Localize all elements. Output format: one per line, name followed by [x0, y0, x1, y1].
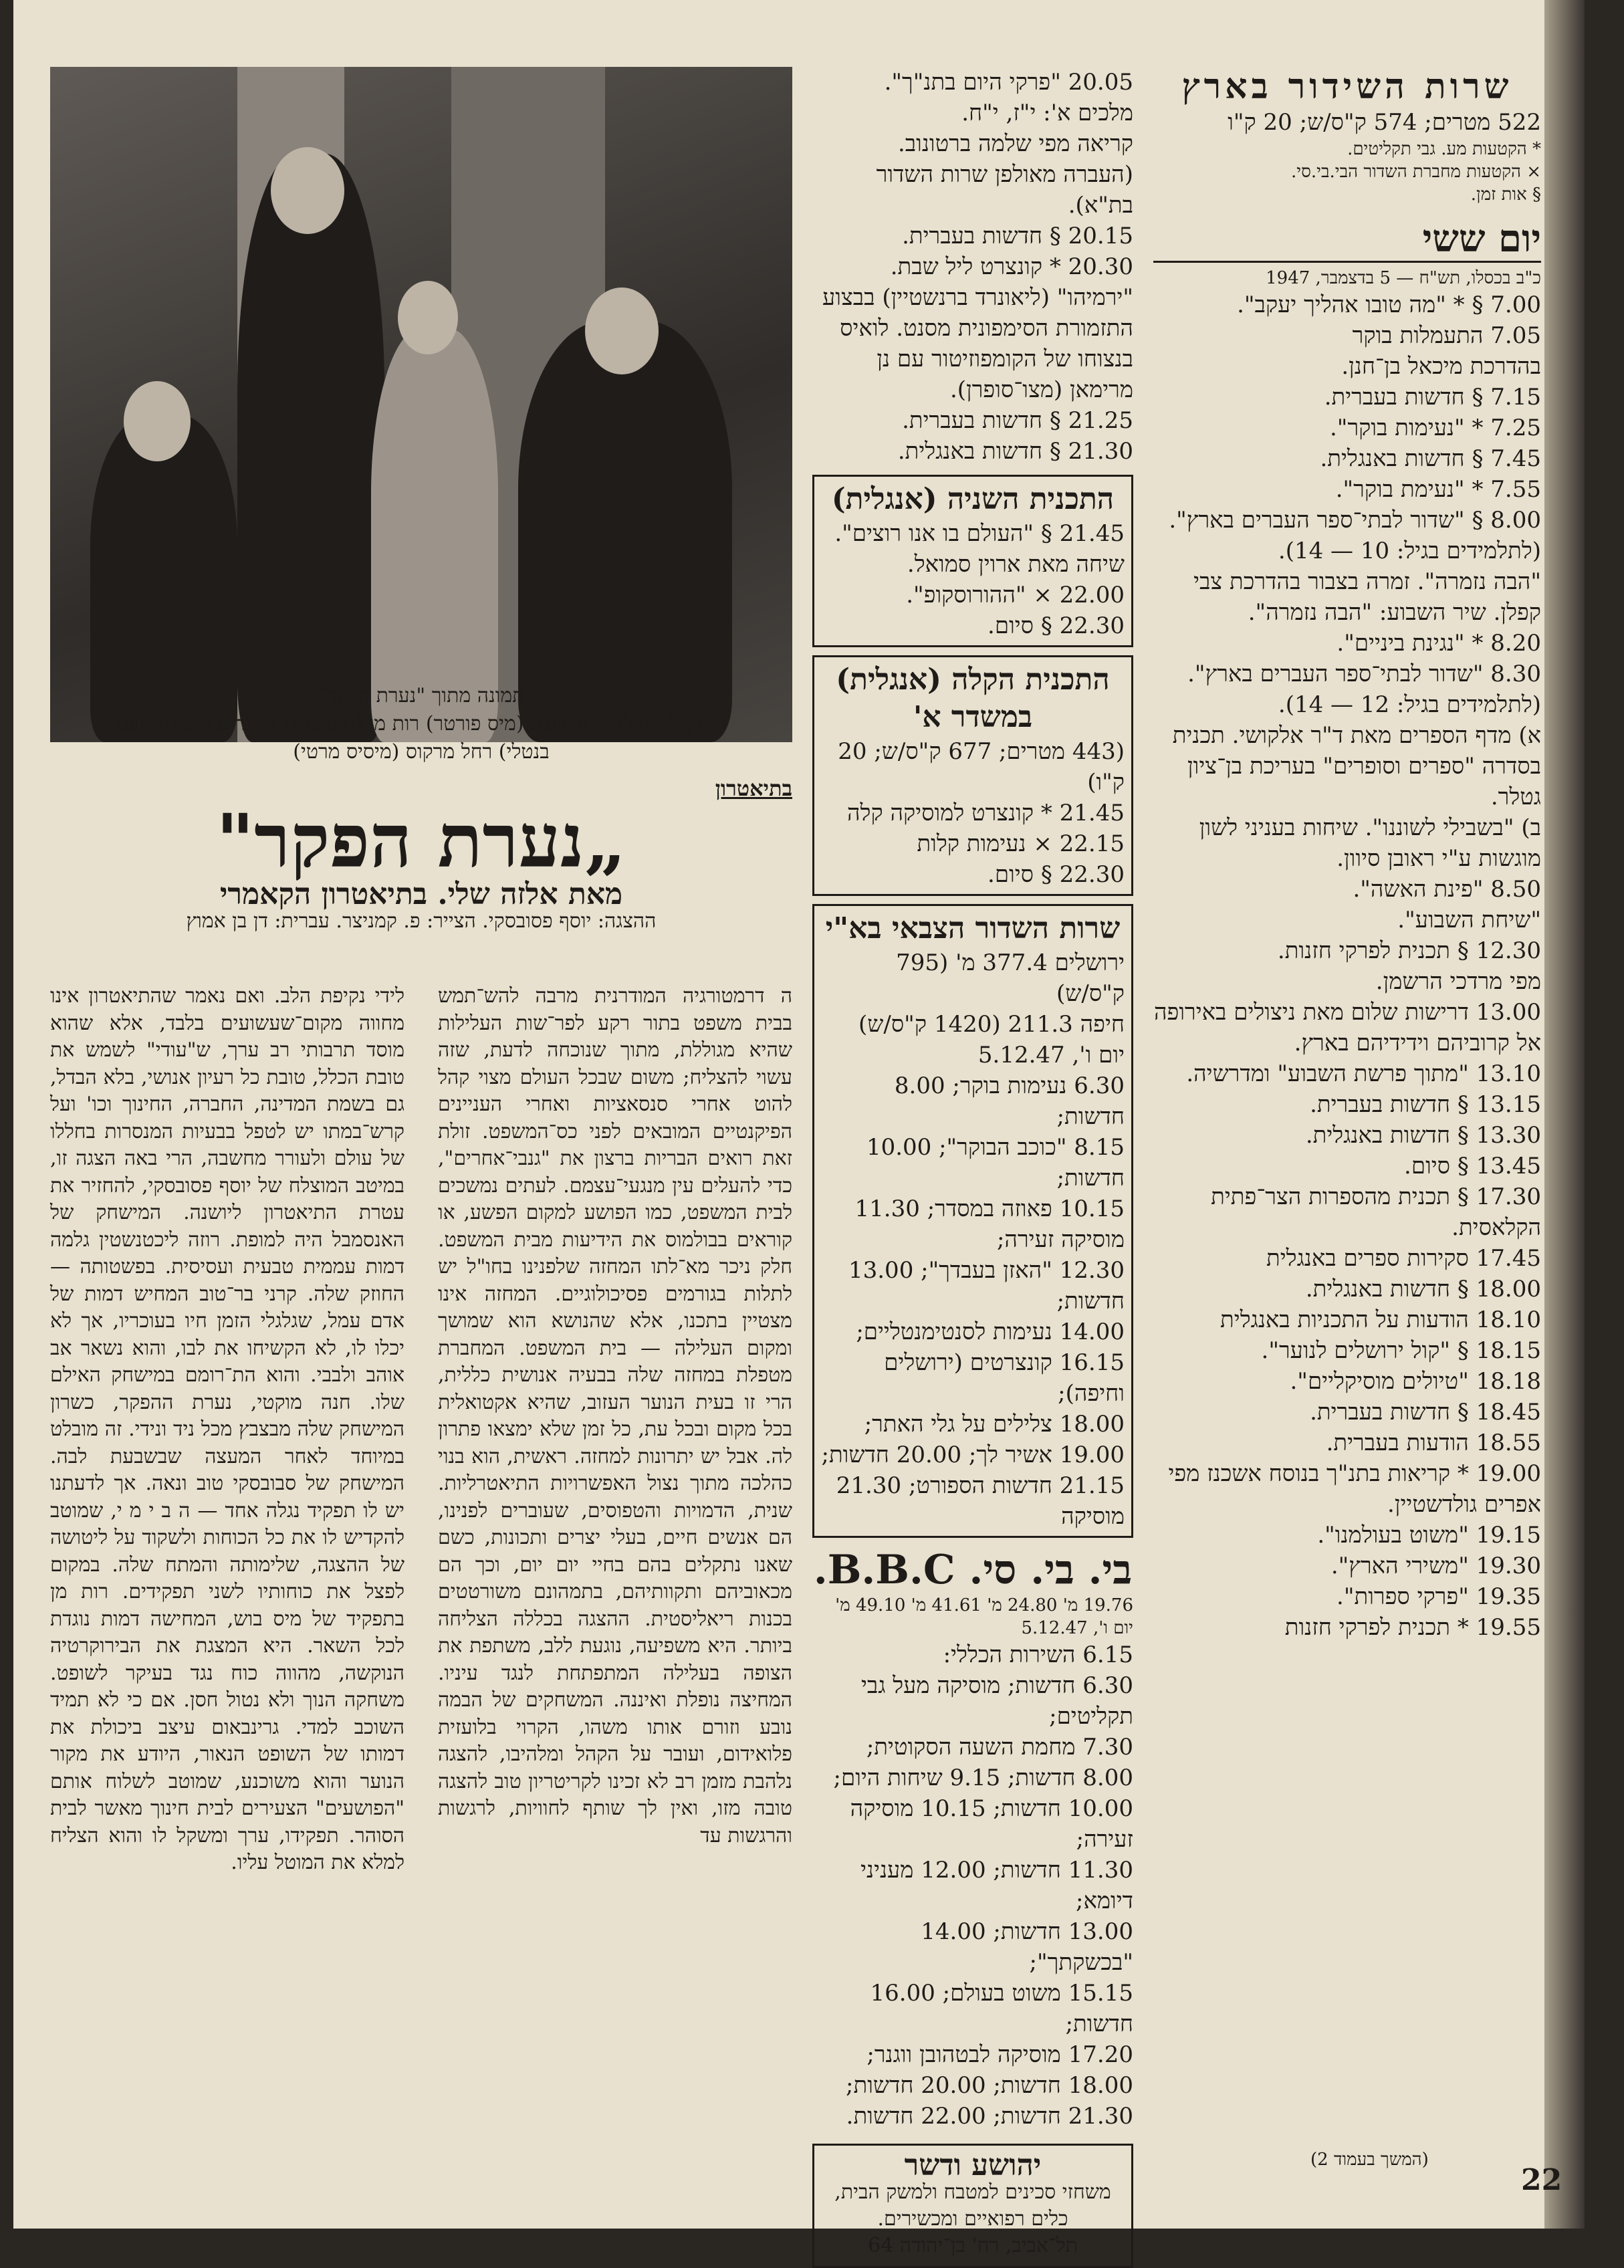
section-label: בתיאטרון — [715, 776, 792, 801]
schedule-item: 7.15 § חדשות בעברית. — [1324, 384, 1541, 411]
schedule-item: 18.15 § "קול ירושלים לנוער". — [1261, 1337, 1541, 1364]
schedule-item: 7.00 § * "מה טובו אהליך יעקב". — [1237, 292, 1541, 318]
schedule-item: 19.15 "משוט בעולמנו". — [1317, 1522, 1541, 1549]
schedule-item: קריאה מפי שלמה ברטונוב. — [897, 130, 1133, 157]
schedule-item: 8.30 "שדור לבתי־ספר העברים בארץ". — [1187, 661, 1541, 687]
schedule-item: 21.30 § חדשות באנגלית. — [897, 438, 1133, 465]
schedule-item: 21.30 חדשות; 22.00 חדשות. — [846, 2103, 1133, 2130]
schedule-item: 20.30 * קונצרט ליל שבת. — [890, 253, 1133, 280]
middle-column — [812, 67, 1133, 2257]
schedule-item: 12.30 § תכנית לפרקי חזנות. — [1277, 937, 1541, 964]
schedule-item: 7.25 * "נעימות בוקר". — [1330, 415, 1541, 441]
schedule-item: 13.45 § סיום. — [1404, 1153, 1541, 1179]
day-title: יום ששי — [1153, 217, 1541, 263]
schedule-item: 21.45 § "העולם בו אנו רוצים". — [834, 520, 1125, 547]
schedule-item: "שיחת השבוע". — [1397, 907, 1541, 933]
second-program-box — [812, 475, 1133, 647]
schedule-item: (העברה מאולפן שרות השדור בת"א). — [876, 161, 1133, 219]
page-number: 22 — [1521, 2163, 1562, 2197]
schedule-item: 19.00 * קריאות בתנ"ך בנוסח אשכנז מפי אפרים גולדשטיין. — [1168, 1460, 1541, 1518]
schedule-item: 6.30 נעימות בוקר; 8.00 חדשות; — [894, 1072, 1125, 1130]
date-line: יום ו', 5.12.47 — [1021, 1618, 1133, 1638]
date-line: יום ו', 5.12.47 — [977, 1042, 1125, 1068]
schedule-item: 17.30 § תכנית מהספרות הצר־פתית הקלאסית. — [1211, 1183, 1541, 1241]
schedule-item: 20.15 § חדשות בעברית. — [902, 223, 1133, 249]
schedule-item: 19.55 * תכנית לפרקי חזנות — [1284, 1614, 1541, 1641]
article-column: לידי נקיפת הלב. ואם נאמר שהתיאטרון אינו מחווה מקום־שעשועים בלבד, אלא שהוא מוסד תרבותי רב ערך, ש"עודי" לשמש את טובת הכלל, טובת כל רעיון אנושי, בלא הבדל, גם בשמת המדינה, החברה, החינוך וכו' ועל קרש־במתו יש לטפל בבעיות המנסרות בחללו של עולם ולעורר מחשבה, הרי באה הצגה זו, במיטב המוצלח של יוסף פסובסקי, להחזיר את עטרת התיאטרון ליושנה. המישחק של האנסמבל היה למופת. רוזה ליכטנשטין גלמה דמות עממית טבעית ועסיסית. בפשטותה — החוזק שלה. קרני בר־טוב המחיש דמות של אדם עמל, שגלגלי הזמן חיו בעוכריו, אך לא יכלו לו, לא הקשיחו את לבו, והוא נשאר אב אוהב ולבבי. והוא הת־רומם במישחק האילם שלו. חנה מוקטי, נערת ההפקר, כשרון המישחק שלה מבצבץ מכל ניד ונידי. זה מובלט במיוחד לאחר המעצה שבשבעת לבה. המישחק של סבובסקי טוב ונאה. אך לדעתנו יש לו תפקיד נגלה אחד — ה ב י מ י, שמוטב להקדיש לו את כל הכוחות ולשקוד על ליטושה של ההצגה, שלימותה והמתח שלה. במקום לפצל את כוחותיו לשני תפקידים. רות מן בתפקיד של מיס בוש, המחישה דמות נוגדת לכל השאר. היא המצגת את הבירוקרטיה הנוקשה, מהווה כוח נגד בעיקר לשופט. משחקה הנוך ולא נטול חסן. אם כי לא תמיד השוכב למדי. גרינבאום עיצב ביכולת את דמותו של השופט הנאור, היודע את מקור הנוער והוא משוכנע, שמוטב לשלוח אותם "הפושעים" הצעירים לבית חינוך מאשר לבית הסוהר. תפקידו, ערך ומשקל לו והוא הצליח למלא את המוטל עליו. — [50, 984, 404, 1874]
schedule-item: 18.00 חדשות; 20.00 חדשות; — [846, 2072, 1133, 2099]
schedule-item: 18.55 הודעות בעברית. — [1326, 1430, 1541, 1456]
schedule-item: שיחה מאת ארוין סמואל. — [907, 551, 1125, 578]
schedule-item: 12.30 "האזן בעבדך"; 13.00 חדשות; — [848, 1257, 1125, 1315]
box-title: התכנית השניה (אנגלית) — [831, 482, 1115, 516]
schedule-item: 22.30 § סיום. — [988, 861, 1125, 888]
bbc-section — [812, 1546, 1133, 2132]
schedule-item: 10.15 פאוזה במסדר; 11.30 מוסיקה זעירה; — [854, 1196, 1125, 1253]
schedule-item: 17.20 מוסיקה לבטהובן ווגנר; — [866, 2041, 1133, 2068]
schedule-item: 13.15 § חדשות בעברית. — [1310, 1091, 1541, 1118]
theater-photo — [50, 67, 792, 742]
schedule-item: 16.15 קונצרטים (ירושלים וחיפה); — [884, 1349, 1125, 1407]
frequency-line: 19.76 מ' 24.80 מ' 41.61 מ' 49.10 מ' — [835, 1595, 1133, 1615]
schedule-item: 21.15 חדשות הספורט; 21.30 מוסיקה — [836, 1472, 1125, 1530]
schedule-item: בהדרכת מיכאל בן־חנן. — [1341, 353, 1541, 380]
schedule-item: 15.15 משוט בעולם; 16.00 חדשות; — [870, 1980, 1133, 2037]
frequency-line: 522 מטרים; 574 ק"ס/ש; 20 ק"ו — [1228, 109, 1541, 136]
legend-line: * הקטעות מע. גבי תקליטים. — [1347, 139, 1541, 159]
ad-title: יהושע ודשר — [904, 2148, 1042, 2182]
schedule-item: א) מדף הספרים מאת ד"ר אלקושי. תכנית בסדרה "ספרים וסופרים" בעריכת בן־ציון גטלר. — [1172, 722, 1541, 810]
schedule-item: 13.00 דרישות שלום מאת ניצולים באירופה אל קרוביהם וידידיהם בארץ. — [1153, 999, 1541, 1056]
caption-names: בנטלי) רחל מרקוס (מיסיס מרטי) — [293, 740, 550, 764]
advertisement-box — [812, 2144, 1133, 2268]
schedule-item: 10.00 חדשות; 10.15 מוסיקה זעירה; — [850, 1795, 1133, 1853]
frequency-line: ירושלים 377.4 מ' (795 ק"ס/ש) — [896, 949, 1125, 1007]
schedule-item: 13.00 חדשות; 14.00 "בכשקתך"; — [921, 1918, 1133, 1976]
schedule-item: 7.45 § חדשות באנגלית. — [1320, 445, 1541, 472]
schedule-item: 7.30 מחמת השעה הסקוטית; — [866, 1734, 1133, 1761]
schedule-item: 8.50 "פינת האשה". — [1353, 876, 1541, 903]
schedule-item: 6.30 חדשות; מוסיקה מעל גבי תקליטים; — [860, 1672, 1133, 1730]
schedule-item: 8.15 "כוכב הבוקר"; 10.00 חדשות; — [866, 1134, 1125, 1192]
schedule-item: 19.00 אשיר לך; 20.00 חדשות; — [821, 1442, 1125, 1468]
military-broadcast-box — [812, 904, 1133, 1538]
schedule-item: ב) "בשבילי לשוננו". שיחות בעניני לשון מוגשות ע"י ראובן סיוון. — [1199, 814, 1541, 872]
radio-schedule-column — [1153, 67, 1541, 2173]
legend-line: × הקטעות מחברת השדור הבי.בי.סי. — [1291, 162, 1541, 182]
schedule-item: 6.15 השירות הכללי: — [943, 1641, 1133, 1668]
frequency-line: חיפה 211.3 (1420 ק"ס/ש) — [858, 1011, 1125, 1038]
bbc-title: בי. בי. סי. B.B.C. — [813, 1547, 1133, 1593]
schedule-item: (443 מטרים; 677 ק"ס/ש; 20 ק"ו) — [838, 738, 1125, 796]
schedule-item: 8.00 חדשות; 9.15 שיחות היום; — [833, 1765, 1133, 1791]
schedule-item: מלכים א': י"ז, י"ח. — [961, 100, 1133, 126]
schedule-item: 7.55 * "נעימת בוקר". — [1335, 476, 1541, 503]
schedule-item: 14.00 נעימות לסנטימנטליים; — [856, 1319, 1125, 1345]
schedule-item: 21.25 § חדשות בעברית. — [902, 407, 1133, 434]
schedule-item: 18.45 § חדשות בעברית. — [1310, 1399, 1541, 1426]
article-credits: ההצגה: יוסף פסובסקי. הצייר: פ. קמניצר. עברית: דן בן אמוץ — [186, 909, 657, 933]
schedule-item: 18.10 הודעות על התכניות באנגלית — [1220, 1307, 1541, 1333]
schedule-item: "ירמיהו" (ליאונרד ברנשטיין) בבצוע התזמורת הסימפונית מסנט. לואיס בנצוחו של הקומפוזיטור עם נן מרימאן (מצו־סופרן). — [822, 284, 1133, 403]
schedule-item: 8.20 * "נגינת ביניים". — [1337, 630, 1541, 657]
box-title: התכנית הקלה (אנגלית) במשדר א' — [836, 663, 1110, 734]
ad-text: משחזי סכינים למטבח ולמשק הבית, כלים רפואיים ומכשירים. — [834, 2180, 1111, 2231]
article-column: ה דרמטורגיה המודרנית מרבה להש־תמש בבית משפט בתור רקע לפר־שות העלילות שהיא מגוללת, מתוך שנוכחה לדעת, שזה עשוי להצליח; משום שבכל העולם מצוי קהל להוט אחרי סנסאציות ואחרי העניינים הפיקנטיים המובאים לפני כס־המשפט. זולת זאת רואים הבריות ברצון את "גנבי־אחרים", כדי להעלים עין מנגעי־עצמם. לעתים נמשכים לבית המשפט, כמו הפושע למקום הפשע, או קוראים בבולמוס את הידיעות מבית המשפט. חלק ניכר מא־לתו המחזה שלפנינו בחו"ל יש לתלות בגורמים פסיכולוגיים. המחזה אינו מצטיין בתכנו, אלא שהנושא הוא שמושך ומקום העלילה — בית המשפט. המחברת מטפלת במחזה שלה בבעיה אנושית כללית, הרי זו בעית הנוער העזוב, שהיא אקטואלית בכל מקום ובכל עת, כל זמן שלא ימצאו פתרון לה. אבל יש יתרונות למחזה. ראשית, הוא בנוי כהלכה מתוך נצול האפשרויות התיאטרליות. שנית, הדמויות והטפוסים, שעוברים לפנינו, הם אנשים חיים, בעלי יצרים ותכונות, כשם שאנו נתקלים בהם בחיי יום יום, וכך הם מכאוביהם ותקוותיהם, בתמהונם משורטטים בכנות ריאליסטית. ההצגה בכללה הצליחה ביותר. היא משפיעה, נוגעת ללב, משתפת את הצופה בעלילה המתפתחת לנגד עיניו. המחיצה נופלת ואיננה. המשחקים של הבמה נובע וזורם אותו משהו, הקרוי בלועזית פלואידום, ועובר על הקהל ומלהיבו, להצגה נלהבת מזמן רב לא זכינו לקריטריון טוב להצגה טובה מזו, ואין לך שותף לחוויות, לרגשות והרגשות עד — [438, 984, 792, 1847]
book-gutter — [1544, 0, 1585, 2229]
schedule-item: 18.00 § חדשות באנגלית. — [1305, 1276, 1541, 1302]
schedule-item: 22.15 × נעימות קלות — [917, 830, 1125, 857]
schedule-list — [1153, 290, 1541, 1643]
schedule-item: מפי מרדכי הרשמן. — [1375, 968, 1541, 995]
photo-caption — [50, 682, 792, 766]
schedule-item: 19.30 "משירי הארץ". — [1330, 1553, 1541, 1579]
schedule-item: 13.10 "מתוך פרשת השבוע" ומדרשיה. — [1186, 1060, 1541, 1087]
schedule-item: 11.30 חדשות; 12.00 מעניני דיומא; — [860, 1857, 1133, 1914]
schedule-item: 20.05 "פרקי היום בתנ"ך". — [884, 69, 1133, 96]
continuation-note: (המשך בעמוד 2) — [1310, 2150, 1429, 2170]
schedule-item: 18.00 צלילים על גלי האתר; — [864, 1411, 1125, 1438]
legend-line: § אות זמן. — [1470, 185, 1541, 205]
ad-address: תל־אביב, רח' בן־יהודה 64 — [868, 2234, 1078, 2257]
newspaper-page — [13, 0, 1585, 2257]
schedule-item: 22.00 × "ההורוסקופ". — [906, 582, 1125, 608]
schedule-item: 22.30 § סיום. — [988, 612, 1125, 639]
photo-area — [50, 67, 792, 742]
schedule-item: 17.45 סקירות ספרים באנגלית — [1266, 1245, 1541, 1272]
article-subtitle: מאת אלזה שלי. בתיאטרון הקאמרי — [219, 877, 623, 911]
date-line: כ"ב בכסלו, תש"ח — 5 בדצמבר, 1947 — [1266, 268, 1541, 288]
schedule-item: 18.18 "טיולים מוסיקליים". — [1290, 1368, 1541, 1395]
box-title: שרות השדור הצבאי בא"י — [825, 911, 1121, 945]
schedule-item: 7.05 התעמלות בוקר — [1352, 322, 1541, 349]
schedule-title: שרות השידור בארץ — [1181, 66, 1513, 107]
caption-names: מימין לשמאל: ל. גולצובה (מיס פורטר) רות מן (מיס בוש) ט. גרינבאום (השופט — [116, 712, 727, 735]
schedule-item: (לתלמידים בגיל: 12 — 14). — [1278, 691, 1541, 718]
schedule-item: (לתלמידים בגיל: 10 — 14). — [1278, 538, 1541, 564]
caption-title: תמונה מתוך "נערת הפקר" — [318, 684, 525, 707]
schedule-item: 13.30 § חדשות באנגלית. — [1305, 1122, 1541, 1149]
schedule-item: 8.00 § "שדור לבתי־ספר העברים בארץ". — [1169, 507, 1541, 534]
schedule-item: 21.45 * קונצרט למוסיקה קלה — [847, 800, 1125, 826]
schedule-list — [812, 67, 1133, 467]
schedule-item: 19.35 "פרקי ספרות". — [1337, 1583, 1541, 1610]
schedule-item: "הבה נזמרה". זמרה בצבור בהדרכת צבי קפלן. שיר השבוע: "הבה נזמרה". — [1193, 568, 1541, 626]
theater-review — [50, 776, 792, 2180]
article-title: „נערת הפקר" — [215, 798, 627, 884]
light-program-box — [812, 655, 1133, 896]
